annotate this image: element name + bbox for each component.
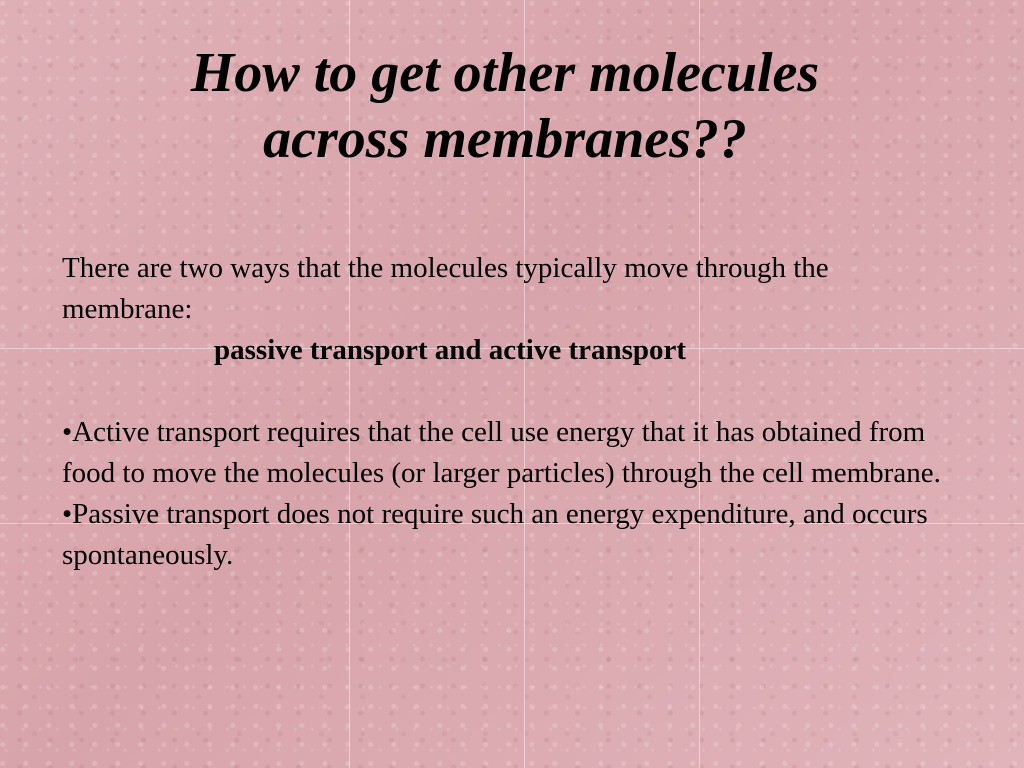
bullet-active-transport: •Active transport requires that the cell use energy that it has obtained from food to move the molecules (or larger particles) through the cell membrane. bbox=[62, 416, 941, 489]
slide-title-line-1: How to get other molecules bbox=[190, 42, 820, 104]
bullet-passive-transport: •Passive transport does not require such an energy expenditure, and occurs spontaneously. bbox=[62, 498, 928, 571]
slide-title bbox=[0, 40, 1010, 172]
slide-body bbox=[62, 248, 942, 576]
highlight-text: passive transport and active transport bbox=[214, 334, 687, 366]
spacer bbox=[62, 371, 942, 412]
intro-text: There are two ways that the molecules typically move through the membrane: bbox=[62, 252, 829, 325]
slide-title-line-2: across membranes?? bbox=[263, 108, 747, 170]
